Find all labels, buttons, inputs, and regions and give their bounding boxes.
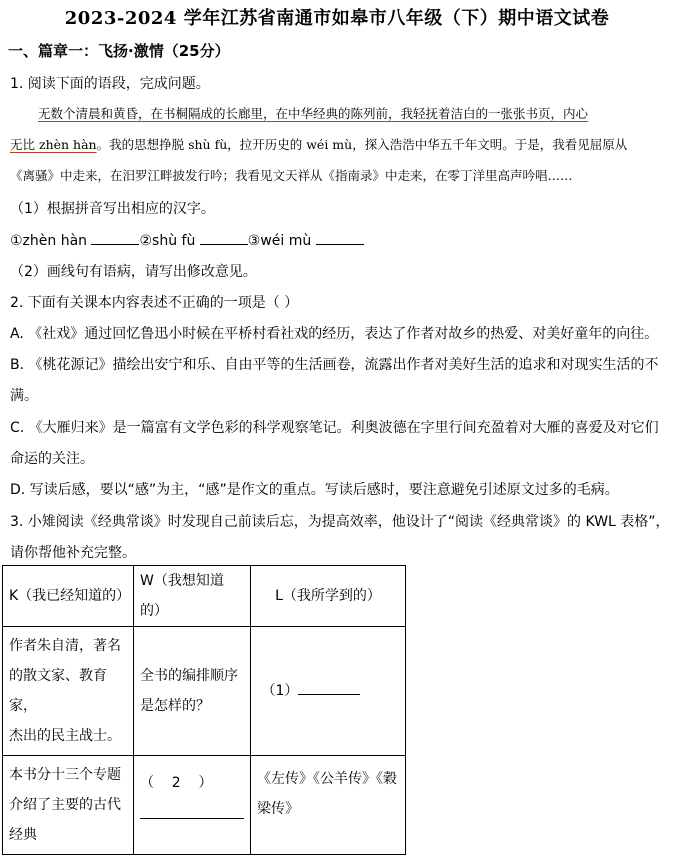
option-a[interactable]: A. 《社戏》通过回忆鲁迅小时候在平桥村看社戏的经历，表达了作者对故乡的热爱、对美好童年的向往。 — [10, 326, 659, 342]
option-b[interactable]: B. 《桃花源记》描绘出安宁和乐、自由平等的生活画卷，流露出作者对美好生活的追求和对现实生活的不 — [10, 357, 659, 373]
row1-l-cell — [251, 627, 406, 756]
option-b-cont: 满。 — [10, 388, 38, 404]
row1-w-line: 是怎样的？ — [140, 698, 210, 714]
row1-w-cell — [134, 627, 251, 756]
row2-k-line: 经典 — [9, 827, 37, 843]
row2-l-line: 《左传》《公羊传》《穀 — [257, 771, 397, 787]
subquestion-1: （1）根据拼音写出相应的汉字。 — [10, 201, 215, 217]
table-row — [3, 627, 406, 756]
pinyin-c-label: ③wéi mù — [247, 233, 316, 249]
row2-k-line: 本书分十三个专题 — [9, 767, 121, 783]
passage-text: 。我的思想挣脱 shù fù，拉开历史的 wéi mù，探入浩浩中华五千年文明。于是，我看见屈原从 — [96, 137, 628, 152]
answer-blank-a[interactable] — [91, 230, 139, 245]
row1-k-line: 的散文家、教育家， — [9, 668, 107, 714]
row1-k-line: 杰出的民主战士。 — [9, 728, 121, 744]
header-l: L（我所学到的） — [251, 566, 406, 627]
kwl-table — [2, 565, 406, 855]
row2-w-cell — [134, 756, 251, 855]
pinyin-answer-line — [10, 230, 364, 249]
row2-k-line: 介绍了主要的古代 — [9, 797, 121, 813]
row1-l-label: （1） — [261, 683, 299, 699]
pinyin-a-label: ①zhèn hàn — [10, 233, 92, 249]
exam-title: 2023-2024 学年江苏省南通市如皋市八年级（下）期中语文试卷 — [64, 8, 610, 29]
row1-k-line: 作者朱自清，著名 — [9, 638, 121, 654]
answer-blank-c[interactable] — [316, 230, 364, 245]
passage-line-3: 《离骚》中走来，在汨罗江畔披发行吟；我看见文天祥从《指南录》中走来，在零丁洋里高声吟唱…… — [10, 168, 573, 183]
row1-k-cell — [3, 627, 134, 756]
question-3-stem: 3. 小雉阅读《经典常谈》时发现自己前读后忘，为提高效率，他设计了“阅读《经典常谈》的 KWL 表格”， — [10, 514, 670, 530]
pinyin-zhenhan: zhèn hàn — [35, 137, 97, 152]
row2-w-label: （ 2 ） — [140, 775, 213, 791]
header-w: W（我想知道的） — [134, 566, 251, 627]
row2-l-cell — [251, 756, 406, 855]
answer-blank-2[interactable] — [140, 802, 244, 819]
row2-k-cell — [3, 756, 134, 855]
subquestion-2: （2）画线句有语病，请写出修改意见。 — [10, 264, 257, 280]
underlined-sentence: 无数个清晨和黄昏，在书桐隔成的长廊里，在中华经典的陈列前，我轻抚着洁白的一张张书页，内心 — [38, 106, 589, 121]
table-row — [3, 756, 406, 855]
passage-line-1 — [38, 104, 588, 122]
pinyin-b-label: ②shù fù — [139, 233, 200, 249]
answer-blank-b[interactable] — [200, 230, 248, 245]
kwl-header-row — [3, 566, 406, 627]
question-1-stem: 1. 阅读下面的语段，完成问题。 — [10, 76, 210, 92]
question-2-stem: 2. 下面有关课本内容表述不正确的一项是（ ） — [10, 295, 299, 311]
option-c[interactable]: C. 《大雁归来》是一篇富有文学色彩的科学观察笔记。利奥波德在字里行间充盈着对大雁的喜爱及对它们 — [10, 420, 659, 436]
row2-l-line: 梁传》 — [257, 801, 299, 817]
passage-line-2 — [10, 135, 627, 153]
header-k: K（我已经知道的） — [3, 566, 134, 627]
section-heading: 一、篇章一：飞扬·激情（25分） — [8, 42, 230, 60]
option-c-cont: 命运的关注。 — [10, 451, 94, 467]
row1-w-line: 全书的编排顺序 — [140, 668, 238, 684]
answer-blank-1[interactable] — [298, 680, 360, 695]
question-3-stem-cont: 请你帮他补充完整。 — [10, 545, 136, 561]
underlined-sentence-end: 无比 — [10, 137, 36, 152]
option-d[interactable]: D. 写读后感，要以“感”为主，“感”是作文的重点。写读后感时，要注意避免引述原文过多的毛病。 — [10, 482, 619, 498]
